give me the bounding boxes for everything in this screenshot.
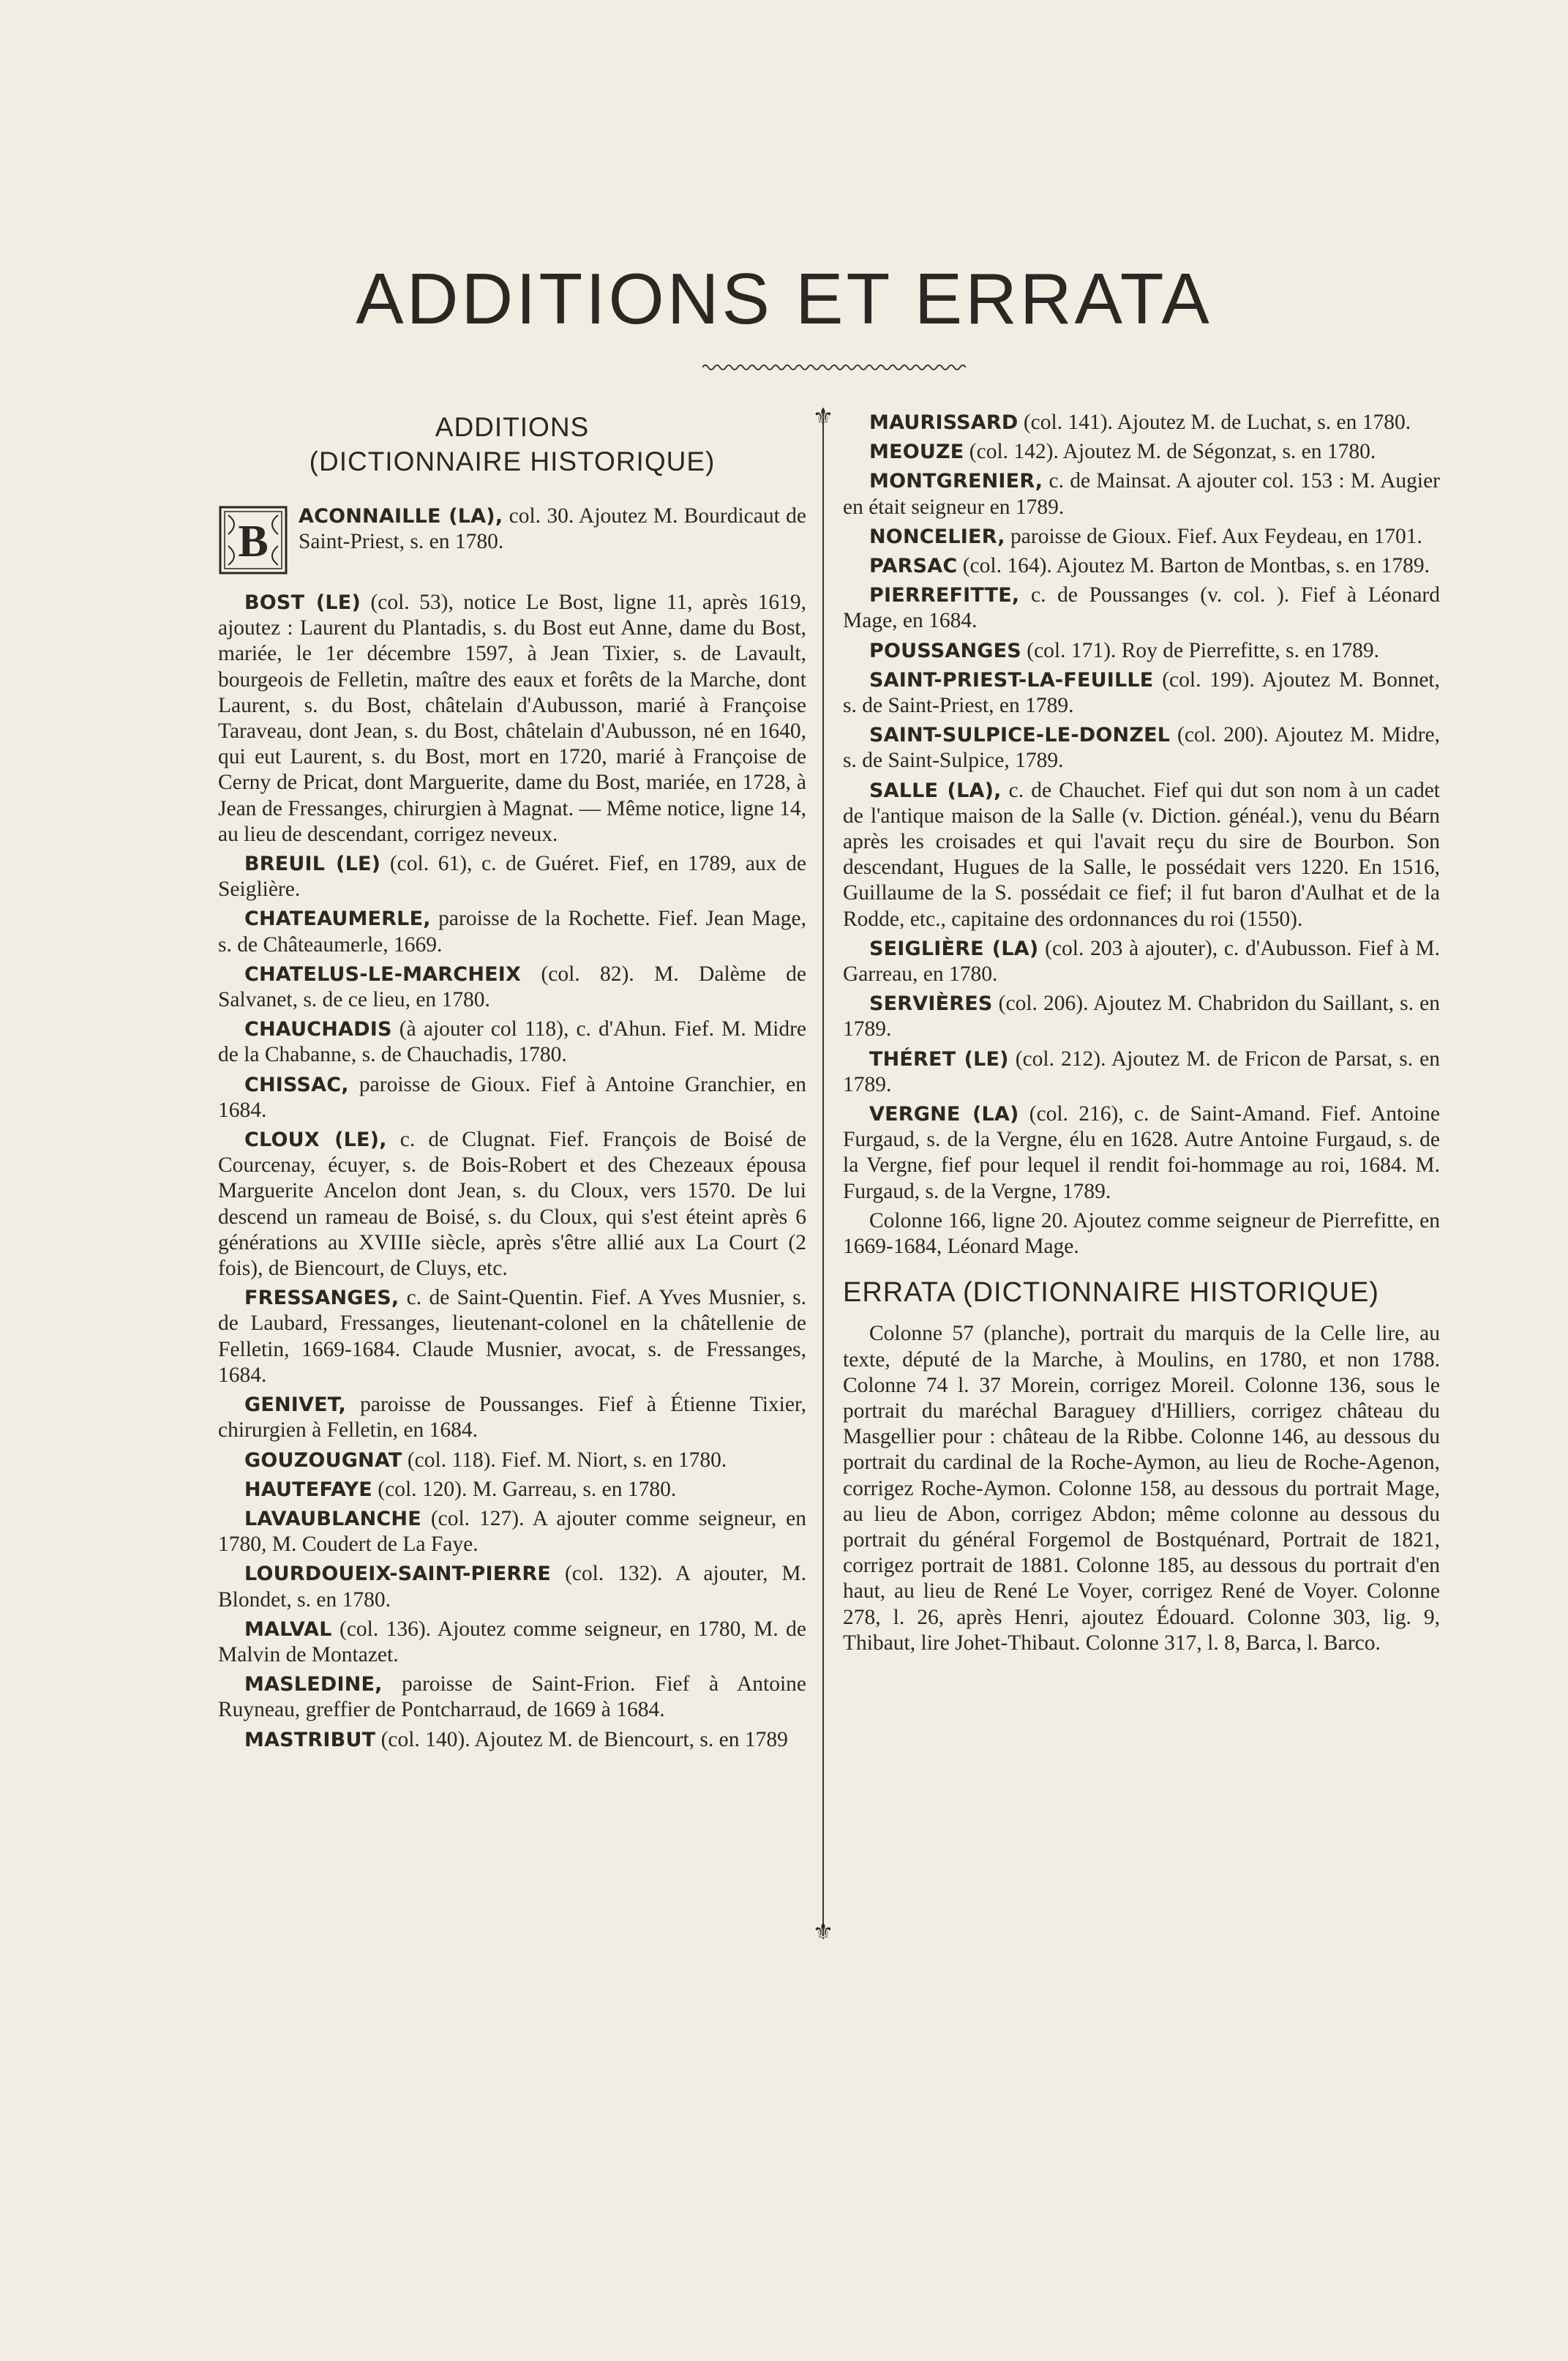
entry-text: (col. 118). Fief. M. Niort, s. en 1780.	[402, 1448, 727, 1472]
entry-pierrefitte	[843, 583, 1440, 634]
entry-chatelus	[218, 962, 806, 1013]
entry-text: c. de Poussanges (v. col. ). Fief à Léonard Mage, en 1684.	[843, 583, 1440, 633]
entry-headword: CHATELUS-LE-MARCHEIX	[244, 962, 522, 986]
entry-noncelier	[843, 524, 1440, 550]
entry-headword: CLOUX (LE),	[244, 1129, 387, 1152]
entry-headword: LOURDOUEIX-SAINT-PIERRE	[244, 1563, 552, 1586]
svg-text:B: B	[238, 517, 269, 566]
entry-headword: LAVAUBLANCHE	[244, 1507, 421, 1530]
entry-bost	[218, 590, 806, 848]
entry-headword: SAINT-SULPICE-LE-DONZEL	[869, 724, 1171, 747]
entry-headword: GENIVET,	[244, 1393, 347, 1417]
entry-cloux	[218, 1127, 806, 1281]
errata-heading: ERRATA (DICTIONNAIRE HISTORIQUE)	[843, 1277, 1379, 1309]
entry-theret	[843, 1047, 1440, 1098]
entry-text: Colonne 166, ligne 20. Ajoutez comme seigneur de Pierrefitte, en 1669-1684, Léonard Mage.	[843, 1208, 1440, 1259]
entry-text: (à ajouter col 118), c. d'Ahun. Fief. M. Midre de la Chabanne, s. de Chauchadis, 1780.	[218, 1017, 806, 1067]
entry-text: (col. 199). Ajoutez M. Bonnet, s. de Saint-Priest, en 1789.	[843, 667, 1440, 718]
entry-text: c. de Saint-Quentin. Fief. A Yves Musnier, s. de Laubard, Fressanges, lieutenant-colonel en la châtellenie de Felletin, 1669-1684. Claude Musnier, avocat, s. de Fressanges, 1684.	[218, 1286, 806, 1387]
additions-heading-line2: (DICTIONNAIRE HISTORIQUE)	[309, 446, 716, 476]
entry-seigliere	[843, 936, 1440, 987]
entry-headword: MEOUZE	[869, 441, 964, 464]
fleuron-top-icon: ⚜	[812, 403, 834, 430]
entry-headword: MASTRIBUT	[244, 1728, 376, 1751]
entry-headword: VERGNE (LA)	[869, 1103, 1019, 1126]
right-column	[843, 410, 1440, 1656]
entry-text: (col. 200). Ajoutez M. Midre, s. de Saint-Sulpice, 1789.	[843, 723, 1440, 773]
entry-malval	[218, 1617, 806, 1668]
entry-text: paroisse de Saint-Frion. Fief à Antoine Ruyneau, greffier de Pontcharraud, de 1669 à 1684.	[218, 1672, 806, 1722]
entry-text: (col. 203 à ajouter), c. d'Aubusson. Fief à M. Garreau, en 1780.	[843, 936, 1440, 987]
entry-text: (col. 132). A ajouter, M. Blondet, s. en 1780.	[218, 1562, 806, 1612]
entry-headword: SERVIÈRES	[869, 992, 993, 1016]
entry-hautefaye	[218, 1477, 806, 1503]
entry-headword: CHISSAC,	[244, 1073, 349, 1096]
first-entry	[218, 504, 806, 574]
entry-servieres	[843, 991, 1440, 1042]
entry-lavaublanche	[218, 1506, 806, 1557]
entry-text: (col. 142). Ajoutez M. de Ségonzat, s. en 1780.	[964, 440, 1376, 464]
entry-headword: POUSSANGES	[869, 639, 1021, 662]
entry-poussanges	[843, 638, 1440, 664]
entry-genivet	[218, 1392, 806, 1443]
entry-text: (col. 206). Ajoutez M. Chabridon du Saillant, s. en 1789.	[843, 992, 1440, 1041]
entry-text: (col. 164). Ajoutez M. Barton de Montbas, s. en 1789.	[957, 554, 1430, 578]
entry-text: (col. 127). A ajouter comme seigneur, en 1780, M. Coudert de La Faye.	[218, 1506, 806, 1557]
fleuron-bottom-icon: ⚜	[812, 1918, 834, 1945]
column-divider	[822, 421, 824, 1928]
entry-headword: GOUZOUGNAT	[244, 1448, 402, 1472]
entry-text: paroisse de Poussanges. Fief à Étienne Tixier, chirurgien à Felletin, en 1684.	[218, 1393, 806, 1443]
entry-lourdoueix	[218, 1561, 806, 1612]
entry-text: c. de Clugnat. Fief. François de Boisé de Courcenay, écuyer, s. de Bois-Robert et des Chezeaux épousa Marguerite Ancelon dont Jean, s. du Cloux, vers 1570. De lui descend un rameau de Boisé, s. du Cloux, qui s'est éteint après 6 générations au XVIIIe siècle, après s'être allié aux La Court (2 fois), de Biencourt, de Cluys, etc.	[218, 1128, 806, 1281]
additions-heading-line1: ADDITIONS	[435, 412, 590, 442]
entry-text: paroisse de Gioux. Fief. Aux Feydeau, en 1701.	[1005, 524, 1422, 548]
entry-text: (col. 212). Ajoutez M. de Fricon de Parsat, s. en 1789.	[843, 1047, 1440, 1096]
entry-headword: MASLEDINE,	[244, 1673, 383, 1696]
entry-text: (col. 216), c. de Saint-Amand. Fief. Antoine Furgaud, s. de la Vergne, élu en 1628. Autre Antoine Furgaud, s. de la Vergne, fief pour lequel il rendit foi-hommage au roi, 1684. M. Furgaud, s. de la Vergne, 1789.	[843, 1102, 1440, 1203]
entry-headword: HAUTEFAYE	[244, 1478, 372, 1501]
entry-saint-priest	[843, 667, 1440, 719]
entry-headword: CHAUCHADIS	[244, 1018, 392, 1041]
entry-text: (col. 140). Ajoutez M. de Biencourt, s. en 1789	[375, 1727, 788, 1751]
entry-chauchadis	[218, 1017, 806, 1068]
entry-montgrenier	[843, 468, 1440, 520]
entry-masledine	[218, 1672, 806, 1723]
entry-headword: NONCELIER,	[869, 525, 1005, 548]
entry-text: paroisse de la Rochette. Fief. Jean Mage, s. de Châteaumerle, 1669.	[218, 907, 806, 957]
entry-mastribut	[218, 1727, 806, 1753]
entry-headword: CHATEAUMERLE,	[244, 908, 431, 931]
entry-headword: FRESSANGES,	[244, 1287, 399, 1310]
entry-maurissard	[843, 410, 1440, 435]
entry-headword: MONTGRENIER,	[869, 470, 1043, 493]
entry-headword: PIERREFITTE,	[869, 584, 1020, 607]
entry-headword: ACONNAILLE (LA),	[299, 505, 503, 528]
entry-text: (col. 53), notice Le Bost, ligne 11, après 1619, ajoutez : Laurent du Plantadis, s. du Bost eut Anne, dame du Bost, mariée, le 1er décembre 1597, à Jean Tixier, s. de Lavault, bourgeois de Felletin, maître des eaux et forêts de la Marche, dont Laurent, s. du Bost, châtelain d'Aubusson, marié à Françoise Taraveau, dont Jean, s. du Bost, châtelain d'Aubusson, né en 1640, qui eut Laurent, s. du Bost, mort en 1720, marié à Françoise de Cerny de Pricat, dont Marguerite, dame du Bost, mariée, en 1728, à Jean de Fressanges, chirurgien à Magnat. — Même notice, ligne 14, au lieu de descendant, corrigez neveux.	[218, 591, 806, 846]
entry-headword: THÉRET (LE)	[869, 1047, 1009, 1071]
entry-gouzougnat	[218, 1448, 806, 1473]
entry-text: (col. 120). M. Garreau, s. en 1780.	[372, 1477, 677, 1501]
entry-chissac	[218, 1072, 806, 1123]
entry-parsac	[843, 553, 1440, 579]
entry-headword: SALLE (LA),	[869, 779, 1002, 802]
entry-text: (col. 141). Ajoutez M. de Luchat, s. en 1780.	[1018, 411, 1411, 434]
entry-headword: SAINT-PRIEST-LA-FEUILLE	[869, 668, 1154, 692]
entry-headword: SEIGLIÈRE (LA)	[869, 937, 1039, 960]
entry-meouze	[843, 439, 1440, 465]
entry-headword: PARSAC	[869, 555, 958, 578]
entry-text: col. 30. Ajoutez M. Bourdicaut de Saint-Priest, s. en 1780.	[299, 504, 806, 554]
entry-text: paroisse de Gioux. Fief à Antoine Granchier, en 1684.	[218, 1072, 806, 1122]
entry-text: (col. 82). M. Dalème de Salvanet, s. de ce lieu, en 1780.	[218, 962, 806, 1012]
entry-breuil	[218, 851, 806, 902]
entry-text: (col. 171). Roy de Pierrefitte, s. en 1789.	[1021, 638, 1379, 662]
entry-text: (col. 61), c. de Guéret. Fief, en 1789, aux de Seiglière.	[218, 852, 807, 902]
entry-colonne-166	[843, 1208, 1440, 1260]
entry-text: c. de Chauchet. Fief qui dut son nom à un cadet de l'antique maison de la Salle (v. Diction. généal.), venu du Béarn après les croisades et qui l'avait reçu du sire de Bourbon. Son descendant, Hugues de la Salle, le possédait vers 1220. En 1516, Guillaume de la S. possédait ce fief; il fut baron d'Aulhat et de la Rodde, etc., capitaine des ordonnances du roi (1550).	[843, 778, 1441, 931]
entry-vergne	[843, 1101, 1440, 1205]
entry-headword: MALVAL	[244, 1617, 332, 1641]
entry-text: (col. 136). Ajoutez comme seigneur, en 1780, M. de Malvin de Montazet.	[218, 1617, 806, 1666]
entry-saint-sulpice	[843, 722, 1440, 774]
entry-headword: BREUIL (LE)	[244, 853, 381, 876]
entry-headword: MAURISSARD	[869, 411, 1019, 434]
additions-heading	[218, 410, 806, 479]
dropcap-b-ornament-icon	[218, 505, 288, 575]
entry-headword: BOST (LE)	[244, 591, 361, 614]
left-column	[218, 410, 806, 1756]
entry-text: c. de Mainsat. A ajouter col. 153 : M. Augier en était seigneur en 1789.	[843, 469, 1440, 519]
entry-chateaumerle	[218, 906, 806, 957]
title-ornament-rule	[702, 362, 966, 373]
entry-fressanges	[218, 1285, 806, 1388]
page-title: ADDITIONS ET ERRATA	[356, 258, 1212, 339]
errata-body: Colonne 57 (planche), portrait du marquis de la Celle lire, au texte, député de la Marche, à Moulins, en 1780, et non 1788. Colonne 74 l. 37 Morein, corrigez Moreil. Colonne 136, sous le portrait du maréchal Baraguey d'Hilliers, corrigez château du Masgellier pour : château de la Ribbe. Colonne 146, au dessous du portrait du cardinal de la Roche-Aymon, au lieu de Roche-Agenon, corrigez Roche-Aymon. Colonne 158, au dessous du portrait Mage, au lieu de Abon, corrigez Abdon; même colonne au dessous du portrait du général Forgemol de Bostquénard, Portrait de 1821, corrigez portrait de 1881. Colonne 185, au dessous du portrait d'en haut, au lieu de René Le Voyer, corrigez René de Voyer. Colonne 278, l. 26, après Henri, ajoutez Édouard. Colonne 303, lig. 9, Thibaut, lire Johet-Thibaut. Colonne 317, l. 8, Barca, l. Barco.	[843, 1322, 1440, 1655]
entry-salle	[843, 778, 1440, 932]
